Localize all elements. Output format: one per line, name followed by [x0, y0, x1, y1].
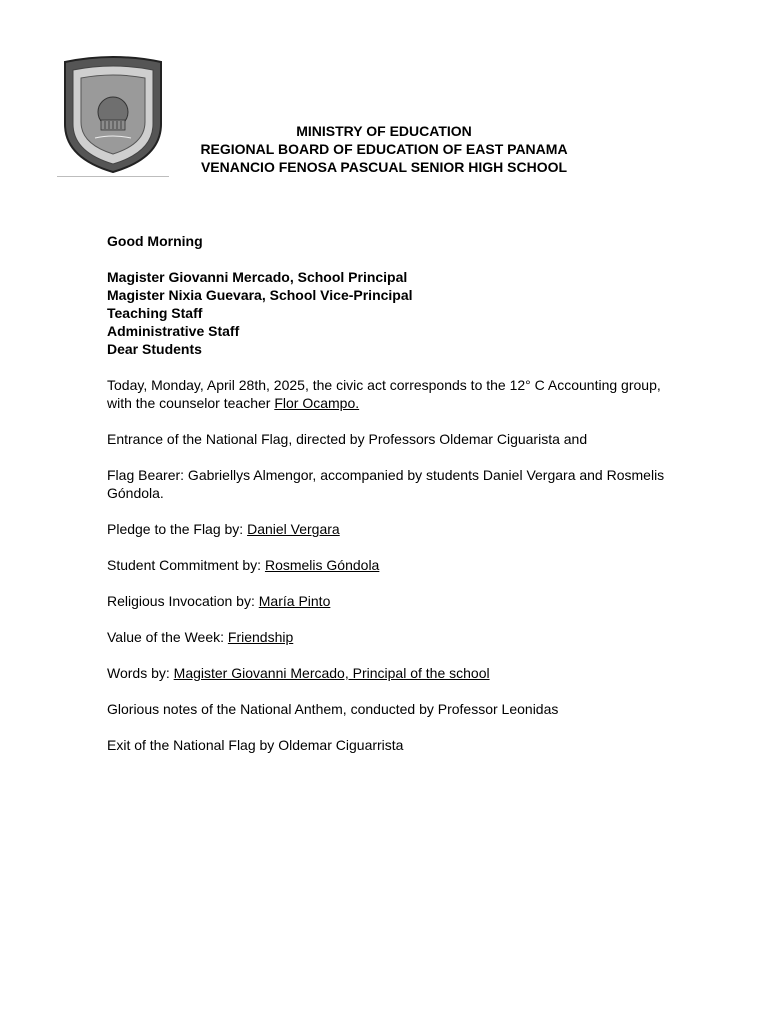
- counselor-teacher: Flor Ocampo.: [274, 395, 360, 411]
- invocation-label: Religious Invocation by:: [107, 593, 259, 609]
- words-label: Words by:: [107, 665, 174, 681]
- value-of-week-value: Friendship: [227, 629, 294, 645]
- national-anthem: Glorious notes of the National Anthem, conducted by Professor Leonidas: [107, 701, 559, 717]
- document-header: [0, 122, 768, 176]
- commitment-line: [107, 556, 677, 574]
- words-line: [107, 664, 677, 682]
- commitment-value: Rosmelis Góndola: [264, 557, 380, 573]
- header-regional-board: REGIONAL BOARD OF EDUCATION OF EAST PANAMA: [200, 141, 568, 157]
- header-ministry: MINISTRY OF EDUCATION: [296, 123, 472, 139]
- words-value: Magister Giovanni Mercado, Principal of the school: [173, 665, 490, 681]
- salutation-students: Dear Students: [107, 341, 202, 357]
- salutation-administrative-staff: Administrative Staff: [107, 323, 240, 339]
- flag-bearer: Flag Bearer: Gabriellys Almengor, accompanied by students Daniel Vergara and Rosmelis Góndola.: [107, 467, 665, 501]
- salutation-teaching-staff: Teaching Staff: [107, 305, 203, 321]
- document-body: [107, 232, 677, 754]
- header-school-name: VENANCIO FENOSA PASCUAL SENIOR HIGH SCHOOL: [200, 159, 568, 175]
- pledge-value: Daniel Vergara: [247, 521, 340, 537]
- invocation-line: [107, 592, 677, 610]
- pledge-line: [107, 520, 677, 538]
- greeting: Good Morning: [107, 233, 203, 249]
- salutation-vice-principal: Magister Nixia Guevara, School Vice-Principal: [107, 287, 413, 303]
- flag-entrance: Entrance of the National Flag, directed by Professors Oldemar Ciguarista and: [107, 431, 588, 447]
- value-of-week-line: [107, 628, 677, 646]
- invocation-value: María Pinto: [258, 593, 331, 609]
- intro-paragraph: [107, 376, 677, 412]
- flag-exit: Exit of the National Flag by Oldemar Ciguarrista: [107, 737, 404, 753]
- value-of-week-label: Value of the Week:: [107, 629, 228, 645]
- salutation-principal: Magister Giovanni Mercado, School Principal: [107, 269, 408, 285]
- logo-underline: [57, 176, 169, 177]
- pledge-label: Pledge to the Flag by:: [107, 521, 248, 537]
- commitment-label: Student Commitment by:: [107, 557, 265, 573]
- intro-text: Today, Monday, April 28th, 2025, the civic act corresponds to the 12° C Accounting group, with the counselor teacher: [107, 377, 661, 411]
